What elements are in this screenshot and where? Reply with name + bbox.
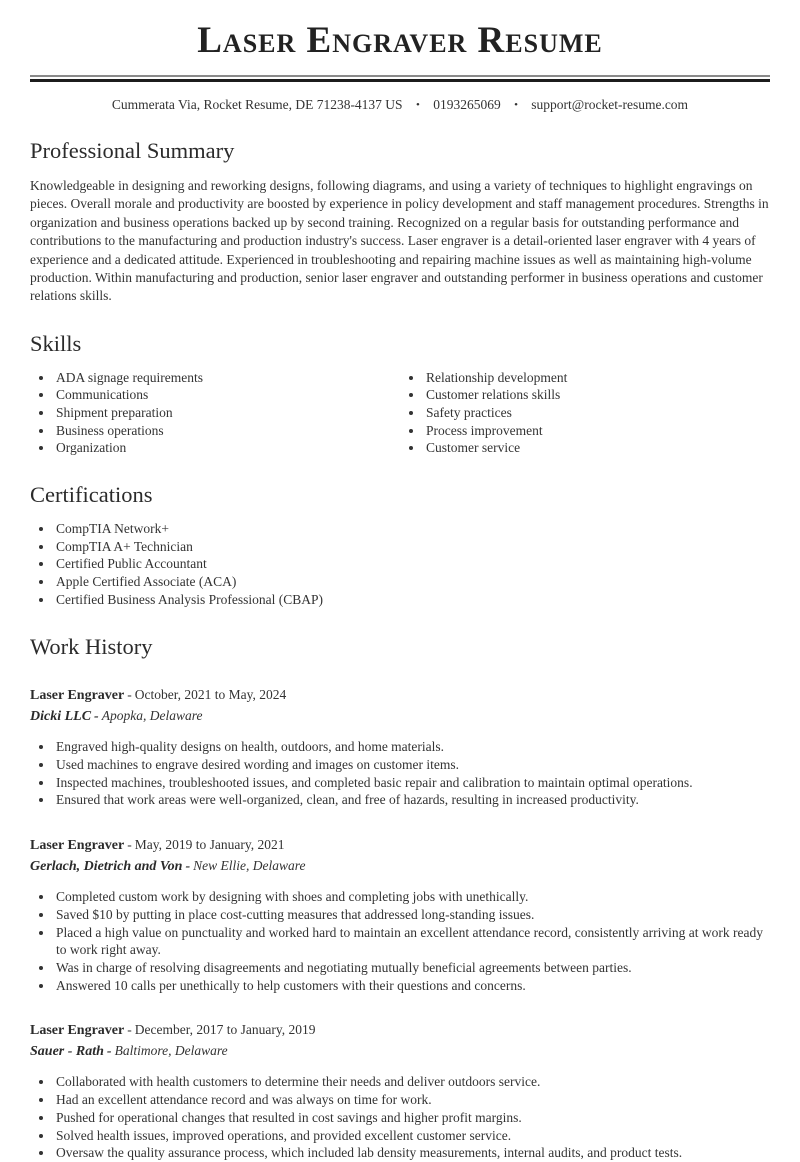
job-bullet: • Solved health issues, improved operations, and provided excellent customer service. [54,1127,770,1145]
job-bullet-list [30,738,770,809]
job-bullet: • Had an excellent attendance record and was always on time for work. [54,1091,770,1109]
dash-separator: - [127,1022,132,1038]
job-location: Baltimore, Delaware [114,1043,228,1059]
skill-item: • Process improvement [424,422,770,440]
section-heading-skills: Skills [30,330,82,356]
job-location: New Ellie, Delaware [193,858,306,874]
company-name: Sauer - Rath [30,1044,104,1060]
job-company-line [30,1041,770,1061]
contact-separator: • [514,99,518,111]
skills-columns [30,357,770,458]
skills-column-right [400,369,770,458]
dash-separator: - [127,837,132,853]
company-name: Gerlach, Dietrich and Von [30,859,183,875]
skill-item: • Relationship development [424,369,770,387]
job-company-line [30,706,770,726]
job-bullet: • Inspected machines, troubleshooted issues, and completed basic repair and calibration to maintain optimal operations. [54,774,770,792]
section-heading-certifications: Certifications [30,482,153,508]
section-heading-work-history: Work History [30,633,153,659]
job-title: Laser Engraver [30,1023,125,1039]
dash-separator: - [185,859,191,875]
section-heading-summary: Professional Summary [30,138,235,163]
job-location: Apopka, Delaware [101,708,203,724]
job-bullet: • Ensured that work areas were well-organized, clean, and free of hazards, resulting in increased productivity. [54,791,770,809]
job-bullet: • Collaborated with health customers to determine their needs and deliver outdoors service. [54,1073,770,1091]
page-title: Laser Engraver Resume [197,20,603,61]
skill-item: • Communications [54,386,400,404]
job-dates: May, 2019 to January, 2021 [134,837,285,853]
skill-item: • Shipment preparation [54,404,400,422]
job-dates: October, 2021 to May, 2024 [134,687,287,703]
contact-line [30,97,770,113]
job-bullet: • Answered 10 calls per unethically to help customers with their questions and concerns. [54,977,770,995]
job-entry [30,835,770,994]
skill-item: • Organization [54,439,400,457]
job-bullet-list [30,888,770,994]
skill-item: • Customer service [424,439,770,457]
job-title-line [30,1020,770,1040]
contact-email: support@rocket-resume.com [531,97,689,112]
job-title-line [30,835,770,855]
job-bullet: • Saved $10 by putting in place cost-cutting measures that addressed long-standing issues. [54,906,770,924]
skill-item: • Safety practices [424,404,770,422]
certification-item: • CompTIA Network+ [54,520,770,538]
contact-phone: 0193265069 [433,97,501,112]
job-title: Laser Engraver [30,838,125,854]
certification-item: • CompTIA A+ Technician [54,538,770,556]
certification-item: • Certified Public Accountant [54,555,770,573]
certification-item: • Certified Business Analysis Professional (CBAP) [54,591,770,609]
dash-separator: - [94,709,99,725]
job-bullet: • Used machines to engrave desired wording and images on customer items. [54,756,770,774]
skill-item: • Customer relations skills [424,386,770,404]
company-name: Dicki LLC [30,709,92,725]
job-bullet-list [30,1073,770,1162]
skill-item: • Business operations [54,422,400,440]
skills-column-left [30,369,400,458]
job-company-line [30,856,770,876]
job-bullet: • Oversaw the quality assurance process, which included lab density measurements, internal audits, and product tests. [54,1144,770,1162]
dash-separator: - [106,1044,112,1060]
job-entry [30,1020,770,1162]
job-bullet: • Was in charge of resolving disagreements and negotiating mutually beneficial agreements between parties. [54,959,770,977]
summary-paragraph: Knowledgeable in designing and reworking designs, following diagrams, and using a variety of techniques to highlight engravings on pieces. Overall morale and productivity are boosted by experience in policy development and staff management procedures. Strengths in organization and business operations backed up by second training. Recognized on a regular basis for outstanding performance and contributions to the manufacturing and production industry's success. Laser engraver is a detail-oriented laser engraver with 4 years of experience and a dedicated attitude. Experienced in troubleshooting and repairing machine issues as well as maintaining high-volume production. Within manufacturing and production, senior laser engraver and outstanding performer in business operations and customer relations skills. [30,177,769,304]
job-dates: December, 2017 to January, 2019 [134,1022,316,1038]
certifications-list [30,520,770,609]
header-divider [30,75,770,82]
contact-address: Cummerata Via, Rocket Resume, DE 71238-4137 US [111,97,403,112]
job-bullet: • Engraved high-quality designs on health, outdoors, and home materials. [54,738,770,756]
job-entry [30,685,770,809]
job-bullet: • Pushed for operational changes that resulted in cost savings and higher profit margins. [54,1109,770,1127]
job-title: Laser Engraver [30,688,125,704]
job-bullet: • Placed a high value on punctuality and worked hard to maintain an excellent attendance record, consistently arriving at work ready to work right away. [54,924,770,959]
job-bullet: • Completed custom work by designing with shoes and completing jobs with unethically. [54,888,770,906]
contact-separator: • [415,99,420,111]
certification-item: • Apple Certified Associate (ACA) [54,573,770,591]
dash-separator: - [127,687,132,703]
job-title-line [30,685,770,705]
skill-item: • ADA signage requirements [54,369,400,387]
